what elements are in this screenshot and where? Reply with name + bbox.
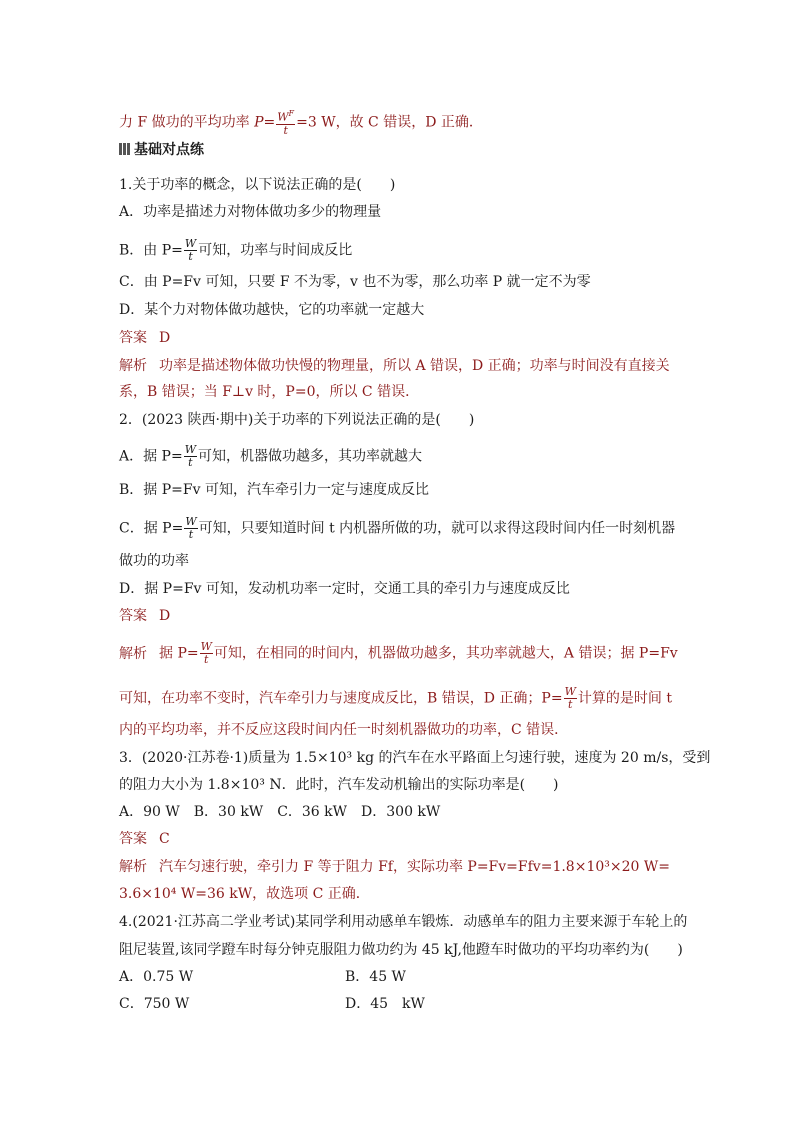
fraction [184, 238, 197, 263]
q2-stem: 2．(2023 陕西·期中)关于功率的下列说法正确的是( ) [119, 412, 475, 428]
fraction [276, 108, 295, 137]
answer-value: D [159, 608, 171, 624]
q3-options: A．90 W B．30 kW C．36 kW D．300 kW [119, 804, 441, 820]
answer-label: 答案 [119, 608, 147, 624]
numerator: W [564, 685, 576, 698]
fraction [564, 686, 577, 711]
q4-option-b: B．45 W [345, 969, 406, 985]
fraction [184, 516, 197, 541]
q1-stem: 1.关于功率的概念，以下说法正确的是( ) [119, 177, 396, 193]
q4-stem-2: 阻尼装置,该同学蹬车时每分钟克服阻力做功约为 45 kJ,他蹬车时做功的平均功率约为( ) [119, 942, 683, 958]
q1-option-d: D．某个力对物体做功越快，它的功率就一定越大 [119, 302, 425, 318]
section-title-text: 基础对点练 [134, 142, 204, 158]
q2-analysis-1-pre: 据 P= [159, 645, 199, 662]
numerator: W [200, 640, 212, 653]
q2-analysis-2 [119, 686, 672, 711]
q2-a-pre: A．据 P= [119, 448, 183, 465]
carryover-text: 力 F 做功的平均功率 [119, 114, 255, 131]
q1-option-b [119, 238, 352, 263]
q2-option-c [119, 516, 675, 541]
power-symbol: P= [254, 114, 276, 131]
q1-option-c: C．由 P=Fv 可知，只要 F 不为零，v 也不为零，那么功率 P 就一定不为零 [119, 274, 591, 290]
analysis-text: 功率是描述物体做功快慢的物理量，所以 A 错误，D 正确；功率与时间没有直接关 [159, 358, 670, 374]
q2-a-post: 可知，机器做功越多，其功率就越大 [198, 448, 423, 465]
q2-answer [119, 606, 170, 626]
q1-b-pre: B．由 P= [119, 242, 183, 259]
q2-analysis-1-post: 可知，在相同的时间内，机器做功越多，其功率就越大，A 错误；据 P=Fv [213, 645, 678, 662]
analysis-label: 解析 [119, 645, 147, 662]
q2-analysis-1 [119, 641, 678, 666]
analysis-label: 解析 [119, 859, 147, 875]
denominator: t [568, 698, 573, 711]
numerator-sup: F [288, 109, 295, 118]
q2-analysis-3: 内的平均功率，并不反应这段时间内任一时刻机器做功的功率，C 错误． [119, 722, 569, 738]
answer-value: C [159, 831, 170, 847]
q1-analysis-1 [119, 356, 670, 376]
q2-option-a [119, 444, 422, 469]
carryover-line [119, 108, 483, 137]
q4-stem-1: 4.(2021·江苏高二学业考试)某同学利用动感单车锻炼．动感单车的阻力主要来源于车轮上的 [119, 914, 688, 930]
q4-option-c: C．750 W [119, 996, 190, 1012]
q2-option-b: B．据 P=Fv 可知，汽车牵引力一定与速度成反比 [119, 482, 429, 498]
answer-value: D [159, 330, 171, 346]
analysis-text: 汽车匀速行驶，牵引力 F 等于阻力 Ff，实际功率 P=Fv=Ffv=1.8×10³×20 W= [159, 859, 670, 875]
q2-analysis-2-pre: 可知，在功率不变时，汽车牵引力与速度成反比，B 错误，D 正确；P= [119, 690, 563, 707]
numerator: W [277, 110, 289, 124]
q1-analysis-2: 系，B 错误；当 F⊥v 时，P=0，所以 C 错误． [119, 384, 420, 400]
q2-c-pre: C．据 P= [119, 520, 184, 537]
q2-c-post: 可知，只要知道时间 t 内机器所做的功，就可以求得这段时间内任一时刻机器 [198, 520, 676, 537]
denominator: t [188, 456, 193, 469]
q4-option-a: A．0.75 W [119, 969, 194, 985]
q3-analysis-2: 3.6×10⁴ W=36 kW，故选项 C 正确． [119, 886, 370, 902]
q3-analysis-1 [119, 857, 670, 877]
section-marker-icon [119, 143, 130, 155]
analysis-label: 解析 [119, 358, 147, 374]
q3-stem-1: 3．(2020·江苏卷·1)质量为 1.5×10³ kg 的汽车在水平路面上匀速行驶，速度为 20 m/s，受到 [119, 750, 711, 766]
carryover-result: =3 W，故 C 错误，D 正确． [296, 114, 483, 131]
denominator: t [204, 653, 209, 666]
numerator: W [184, 443, 197, 456]
denominator: t [283, 123, 288, 137]
fraction [200, 641, 213, 666]
q3-answer [119, 829, 170, 849]
numerator: W [185, 515, 197, 528]
q3-stem-2: 的阻力大小为 1.8×10³ N．此时，汽车发动机输出的实际功率是( ) [119, 777, 559, 793]
q1-b-post: 可知，功率与时间成反比 [198, 242, 353, 259]
denominator: t [188, 528, 194, 541]
q1-option-a: A．功率是描述力对物体做功多少的物理量 [119, 204, 382, 220]
fraction [184, 444, 197, 469]
numerator: W [184, 237, 197, 250]
q2-option-d: D．据 P=Fv 可知，发动机功率一定时，交通工具的牵引力与速度成反比 [119, 581, 570, 597]
q4-option-d: D．45 kW [345, 996, 425, 1012]
q2-analysis-2-post: 计算的是时间 t [577, 690, 672, 707]
q1-answer [119, 328, 170, 348]
answer-label: 答案 [119, 831, 147, 847]
denominator: t [188, 250, 193, 263]
section-title [119, 140, 204, 160]
answer-label: 答案 [119, 330, 147, 346]
q2-option-c-cont: 做功的功率 [119, 553, 189, 569]
